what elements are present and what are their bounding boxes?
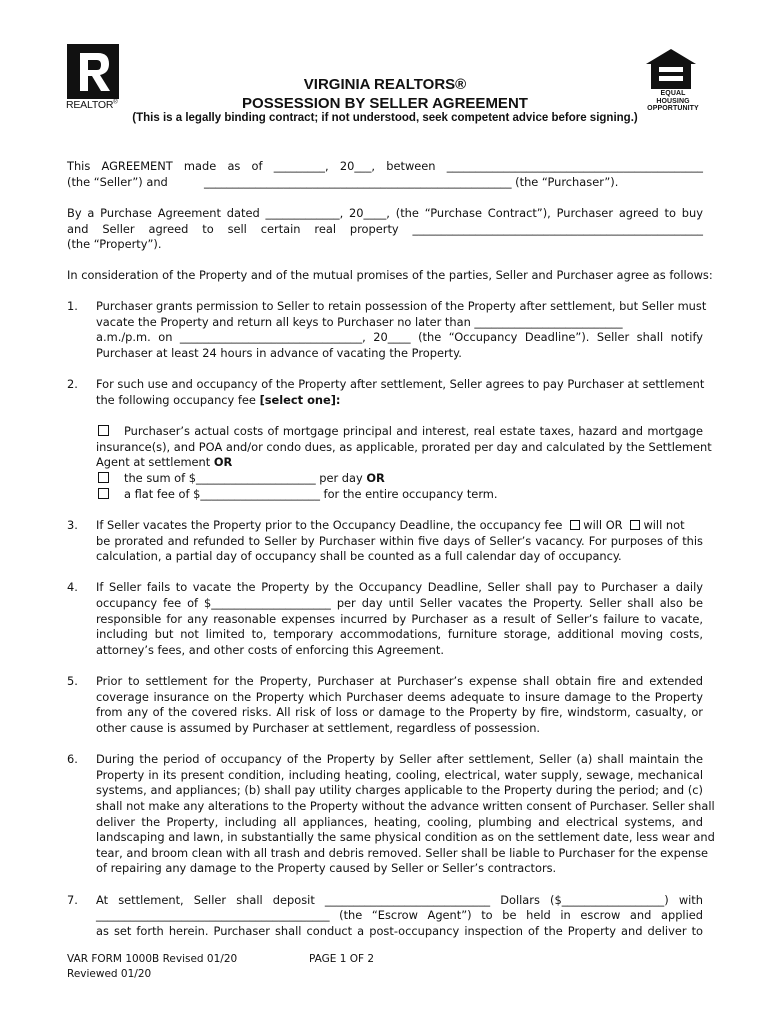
section-number: 3. xyxy=(67,518,78,532)
section-line: If Seller vacates the Property prior to the Occupancy Deadline, the occupancy fee will OR will not xyxy=(96,518,685,532)
intro-line: In consideration of the Property and of the mutual promises of the parties, Seller and Purchaser agree as follows: xyxy=(67,268,713,282)
section-line: shall not make any alterations to the Property without the advance written consent of Purchaser. Seller shall xyxy=(96,799,715,813)
option-line: Agent at settlement OR xyxy=(96,455,233,469)
section-number: 7. xyxy=(67,893,78,907)
section-line: _________________________________________ (the “Escrow Agent”) to be held in escrow and applied xyxy=(96,908,703,922)
section-line: a.m./p.m. on ________________________________, 20____ (the “Occupancy Deadline”). Seller shall notify xyxy=(96,330,703,344)
org-title: VIRGINIA REALTORS® xyxy=(303,76,467,93)
section-number: 5. xyxy=(67,674,78,688)
will-prorate-checkbox[interactable] xyxy=(570,520,580,530)
page-title: POSSESSION BY SELLER AGREEMENT xyxy=(242,95,528,112)
intro-line: This AGREEMENT made as of _________, 20___, between _____________________________________________ xyxy=(67,159,703,173)
section-line: as set forth herein. Purchaser shall conduct a post-occupancy inspection of the Property and deliver to xyxy=(96,924,703,938)
section-line: deliver the Property, including all appliances, heating, cooling, plumbing and electrical systems, and xyxy=(96,815,703,829)
fee-option-per-day-checkbox[interactable] xyxy=(98,472,109,483)
section-line: occupancy fee of $_____________________ per day until Seller vacates the Property. Seller shall also be xyxy=(96,596,703,610)
section-line: Purchaser at least 24 hours in advance of vacating the Property. xyxy=(96,346,462,360)
section-line: coverage insurance on the Property which Purchaser deems adequate to insure damage to the Property xyxy=(96,690,703,704)
section-line: be prorated and refunded to Seller by Purchaser within five days of Seller’s vacancy. For purposes of this xyxy=(96,534,703,548)
section-line: During the period of occupancy of the Property by Seller after settlement, Seller (a) shall maintain the xyxy=(96,752,703,766)
section-line: At settlement, Seller shall deposit _____________________________ Dollars ($__________________) with xyxy=(96,893,703,907)
section-line: including but not limited to, temporary accommodations, furniture storage, additional moving costs, xyxy=(96,627,703,641)
fee-option-flat-fee-checkbox[interactable] xyxy=(98,488,109,499)
legal-notice: (This is a legally binding contract; if not understood, seek competent advice before signing.) xyxy=(132,112,638,124)
section-number: 4. xyxy=(67,580,78,594)
intro-line: (the “Property”). xyxy=(67,237,162,251)
section-line: attorney’s fees, and other costs of enforcing this Agreement. xyxy=(96,643,444,657)
will-not-prorate-checkbox[interactable] xyxy=(630,520,640,530)
form-revision: VAR FORM 1000B Revised 01/20 xyxy=(67,953,238,965)
section-line: Property in its present condition, including heating, cooling, electrical, water supply, sewage, mechanical xyxy=(96,768,703,782)
section-line: from any of the covered risks. All risk of loss or damage to the Property by fire, windstorm, casualty, or xyxy=(96,705,703,719)
option-line: a flat fee of $_____________________ for the entire occupancy term. xyxy=(124,487,498,501)
section-line: calculation, a partial day of occupancy shall be counted as a full calendar day of occupancy. xyxy=(96,549,622,563)
fee-option-actual-costs-checkbox[interactable] xyxy=(98,425,109,436)
intro-line: (the “Seller”) and xyxy=(67,175,168,189)
section-line: If Seller fails to vacate the Property by the Occupancy Deadline, Seller shall pay to Purchaser a daily xyxy=(96,580,703,594)
option-line: Purchaser’s actual costs of mortgage principal and interest, real estate taxes, hazard and mortgage xyxy=(124,424,703,438)
page-number: PAGE 1 OF 2 xyxy=(309,953,375,965)
intro-line: and Seller agreed to sell certain real property ___________________________________________________ xyxy=(67,222,703,236)
option-line: the sum of $_____________________ per day OR xyxy=(124,471,385,485)
section-line: the following occupancy fee [select one]: xyxy=(96,393,341,407)
option-line: insurance(s), and POA and/or condo dues, as applicable, prorated per day and calculated by the Settlement xyxy=(96,440,712,454)
section-line: systems, and appliances; (b) shall pay utility charges applicable to the Property during the period; and (c) xyxy=(96,783,703,797)
section-number: 2. xyxy=(67,377,78,391)
section-line: Prior to settlement for the Property, Purchaser at Purchaser’s expense shall obtain fire and extended xyxy=(96,674,703,688)
section-line: tear, and broom clean with all trash and debris removed. Seller shall be liable to Purchaser for the expense xyxy=(96,846,709,860)
section-line: Purchaser grants permission to Seller to retain possession of the Property after settlement, but Seller must xyxy=(96,299,707,313)
intro-line: ______________________________________________________ (the “Purchaser”). xyxy=(204,175,619,189)
section-line: landscaping and lawn, in substantially the same physical condition as on the settlement date, less wear and xyxy=(96,830,715,844)
intro-line: By a Purchase Agreement dated _____________, 20____, (the “Purchase Contract”), Purchaser agreed to buy xyxy=(67,206,703,220)
equal-housing-text: EQUAL HOUSING OPPORTUNITY xyxy=(647,90,699,112)
section-line: of repairing any damage to the Property caused by Seller or Seller’s contractors. xyxy=(96,861,557,875)
section-number: 6. xyxy=(67,752,78,766)
section-number: 1. xyxy=(67,299,78,313)
section-line: For such use and occupancy of the Property after settlement, Seller agrees to pay Purchaser at settlement xyxy=(96,377,705,391)
form-reviewed: Reviewed 01/20 xyxy=(67,968,152,980)
section-line: vacate the Property and return all keys to Purchaser no later than __________________________ xyxy=(96,315,623,329)
realtor-logo-text: REALTOR® xyxy=(66,99,118,111)
section-line: other cause is assumed by Purchaser at settlement, regardless of possession. xyxy=(96,721,541,735)
section-line: responsible for any reasonable expenses incurred by Purchaser as a result of Seller’s failure to vacate, xyxy=(96,612,703,626)
